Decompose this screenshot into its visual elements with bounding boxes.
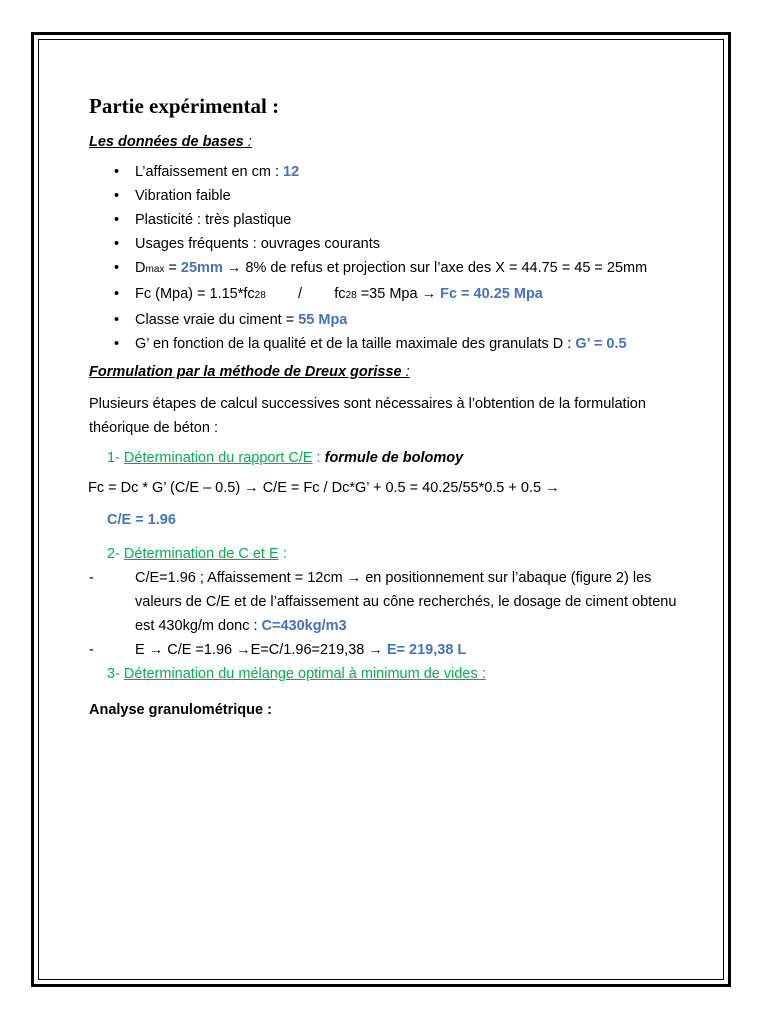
step-1-number: 1- bbox=[107, 450, 124, 466]
step-2-number: 2- bbox=[107, 546, 124, 562]
dash-item-ce bbox=[89, 566, 689, 638]
section-heading-formulation bbox=[89, 360, 689, 384]
section-heading-formulation-text: Formulation par la méthode de Dreux gorisse bbox=[89, 364, 402, 380]
section-heading-donnees-colon: : bbox=[243, 134, 252, 150]
affaissement-value: 12 bbox=[283, 164, 300, 180]
dash-item-e-value: E= 219,38 L bbox=[386, 642, 467, 658]
analyse-heading: Analyse granulométrique : bbox=[89, 702, 272, 718]
step-3-number: 3- bbox=[107, 666, 124, 682]
step-2 bbox=[89, 542, 689, 566]
document-body bbox=[89, 92, 689, 722]
step-2-colon: : bbox=[278, 546, 287, 562]
g-prime-label: G’ en fonction de la qualité et de la taille maximale des granulats D : bbox=[135, 336, 576, 352]
g-prime-value: G’ = 0.5 bbox=[575, 336, 627, 352]
classe-ciment-label: Classe vraie du ciment = bbox=[135, 312, 299, 328]
step-1-colon: : bbox=[312, 450, 325, 466]
fc-subscript-1: 28 bbox=[254, 290, 266, 301]
list-item-g-prime bbox=[89, 332, 689, 356]
intro-paragraph: Plusieurs étapes de calcul successives sont nécessaires à l’obtention de la formulation théorique de béton : bbox=[89, 396, 646, 436]
list-item-classe-ciment bbox=[89, 308, 689, 332]
dash-item-ce-value: C=430kg/m3 bbox=[261, 618, 347, 634]
classe-ciment-value: 55 Mpa bbox=[298, 312, 348, 328]
dmax-detail: → 8% de refus et projection sur l’axe des X = 44.75 = 45 = 25mm bbox=[222, 260, 648, 276]
list-item-dmax bbox=[89, 256, 689, 282]
section-heading-donnees bbox=[89, 130, 689, 154]
dash-item-ce-text: C/E=1.96 ; Affaissement = 12cm → en positionnement sur l’abaque (figure 2) les valeurs de C/E et de l’affaissement au cône recherchés, le dosage de ciment obtenu est 430kg/m donc : bbox=[135, 570, 677, 634]
dmax-subscript: max bbox=[145, 264, 165, 275]
step-2-label: Détermination de C et E bbox=[123, 546, 279, 562]
section-heading-formulation-colon: : bbox=[401, 364, 410, 380]
fc-separator: / fc bbox=[265, 286, 346, 302]
equation-line: Fc = Dc * G’ (C/E – 0.5) → C/E = Fc / Dc*G’ + 0.5 = 40.25/55*0.5 + 0.5 → bbox=[88, 480, 560, 496]
step-1-formula: formule de bolomoy bbox=[324, 450, 464, 466]
step-3-label: Détermination du mélange optimal à minimum de vides : bbox=[123, 666, 486, 682]
fc-subscript-2: 28 bbox=[345, 290, 357, 301]
fc-formula: Fc (Mpa) = 1.15*fc bbox=[135, 286, 255, 302]
fc-value: Fc = 40.25 Mpa bbox=[440, 286, 543, 302]
ce-result: C/E = 1.96 bbox=[107, 512, 176, 528]
fc-given: =35 Mpa → bbox=[356, 286, 441, 302]
list-item-affaissement bbox=[89, 160, 689, 184]
step-1 bbox=[89, 446, 689, 470]
step-1-label: Détermination du rapport C/E bbox=[123, 450, 313, 466]
list-item-vibration: • Vibration faible bbox=[89, 184, 689, 208]
dmax-value: 25mm bbox=[180, 260, 223, 276]
dmax-label: D bbox=[135, 260, 146, 276]
list-item-plasticite: • Plasticité : très plastique bbox=[89, 208, 689, 232]
section-heading-donnees-text: Les données de bases bbox=[89, 134, 244, 150]
step-3 bbox=[89, 662, 689, 686]
dash-item-e-text: E → C/E =1.96 →E=C/1.96=219,38 → bbox=[135, 642, 387, 658]
page-title: Partie expérimental : bbox=[89, 94, 280, 118]
affaissement-label: L’affaissement en cm : bbox=[135, 164, 284, 180]
dash-item-e bbox=[89, 638, 689, 662]
donnees-list bbox=[89, 160, 689, 356]
list-item-usages: • Usages fréquents : ouvrages courants bbox=[89, 232, 689, 256]
list-item-fc bbox=[89, 282, 689, 308]
dmax-equals: = bbox=[164, 260, 181, 276]
